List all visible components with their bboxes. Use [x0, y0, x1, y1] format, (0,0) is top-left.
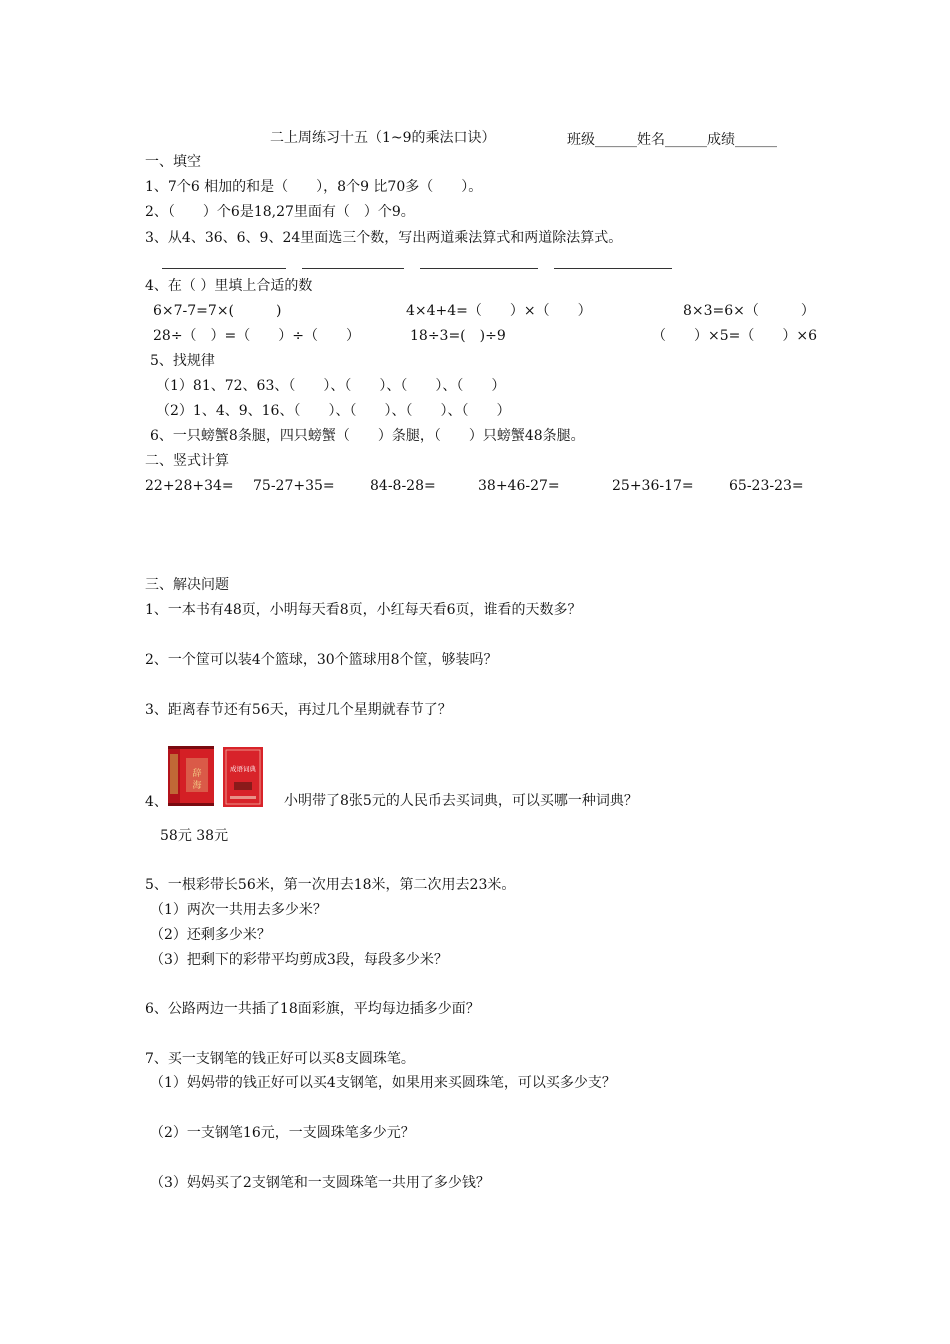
- answer-line: [302, 268, 404, 269]
- calc-item: 22+28+34=: [145, 478, 234, 494]
- problem-7-3: （3）妈妈买了2支钢笔和一支圆珠笔一共用了多少钱？: [150, 1175, 490, 1191]
- student-info-line: 班级______姓名______成绩______: [567, 132, 777, 148]
- problem-1: 1、一本书有48页，小明每天看8页，小红每天看6页，谁看的天数多？: [145, 602, 582, 618]
- calc-item: 65-23-23=: [729, 478, 804, 494]
- question-1-5: 5、找规律: [150, 353, 215, 369]
- question-1-4: 4、在（ ）里填上合适的数: [145, 278, 313, 294]
- problem-5: 5、一根彩带长56米，第一次用去18米，第二次用去23米。: [145, 877, 516, 893]
- problem-5-2: （2）还剩多少米？: [150, 927, 271, 943]
- calc-item: 84-8-28=: [370, 478, 436, 494]
- svg-text:辞: 辞: [192, 769, 202, 779]
- problem-5-3: （3）把剩下的彩带平均剪成3段，每段多少米？: [150, 952, 448, 968]
- fill-item: 4×4+4=（ ）×（ ）: [406, 303, 592, 319]
- answer-line: [420, 268, 538, 269]
- idiom-dictionary-image: [222, 746, 264, 808]
- svg-text:海: 海: [192, 781, 202, 791]
- problem-2: 2、一个筐可以装4个篮球，30个篮球用8个筐，够装吗？: [145, 652, 498, 668]
- fill-item: 28÷（ ）=（ ）÷（ ）: [153, 328, 361, 344]
- problem-7-2: （2）一支钢笔16元，一支圆珠笔多少元？: [150, 1125, 415, 1141]
- problem-7: 7、买一支钢笔的钱正好可以买8支圆珠笔。: [145, 1051, 415, 1067]
- dictionary-prices: 58元 38元: [160, 828, 229, 844]
- section-heading-fill: 一、填空: [145, 154, 201, 170]
- calc-item: 38+46-27=: [478, 478, 560, 494]
- pattern-1: （1）81、72、63、（ ）、（ ）、（ ）、（ ）: [156, 378, 506, 394]
- question-1-3: 3、从4、36、6、9、24里面选三个数，写出两道乘法算式和两道除法算式。: [145, 230, 623, 246]
- problem-3: 3、距离春节还有56天，再过几个星期就春节了？: [145, 702, 452, 718]
- pattern-2: （2）1、4、9、16、（ ）、（ ）、（ ）、（ ）: [156, 403, 511, 419]
- calc-item: 25+36-17=: [612, 478, 694, 494]
- fill-item: 18÷3=( )÷9: [410, 328, 506, 344]
- problem-6: 6、公路两边一共插了18面彩旗，平均每边插多少面？: [145, 1001, 480, 1017]
- problem-4-number: 4、: [145, 794, 168, 810]
- question-1-2: 2、（ ）个6是18,27里面有（ ）个9。: [145, 204, 415, 220]
- problem-7-1: （1）妈妈带的钱正好可以买4支钢笔，如果用来买圆珠笔，可以买多少支？: [150, 1075, 616, 1091]
- svg-text:成语词典: 成语词典: [230, 765, 256, 773]
- cihai-dictionary-image: [166, 744, 216, 808]
- problem-4: 小明带了8张5元的人民币去买词典，可以买哪一种词典？: [284, 793, 638, 809]
- section-heading-problems: 三、解决问题: [145, 577, 229, 593]
- fill-item: 6×7-7=7×( ): [153, 303, 282, 319]
- fill-item: （ ）×5=（ ）×6: [652, 328, 818, 344]
- page-title: 二上周练习十五（1~9的乘法口诀）: [270, 130, 496, 146]
- section-heading-vertical-calc: 二、竖式计算: [145, 453, 229, 469]
- calc-item: 75-27+35=: [253, 478, 335, 494]
- fill-item: 8×3=6×（ ）: [683, 303, 815, 319]
- question-1-1: 1、7个6 相加的和是（ ），8个9 比70多（ ）。: [145, 179, 483, 195]
- answer-line: [162, 268, 286, 269]
- question-1-6: 6、一只螃蟹8条腿，四只螃蟹（ ）条腿，（ ）只螃蟹48条腿。: [150, 428, 585, 444]
- answer-line: [554, 268, 672, 269]
- problem-5-1: （1）两次一共用去多少米？: [150, 902, 327, 918]
